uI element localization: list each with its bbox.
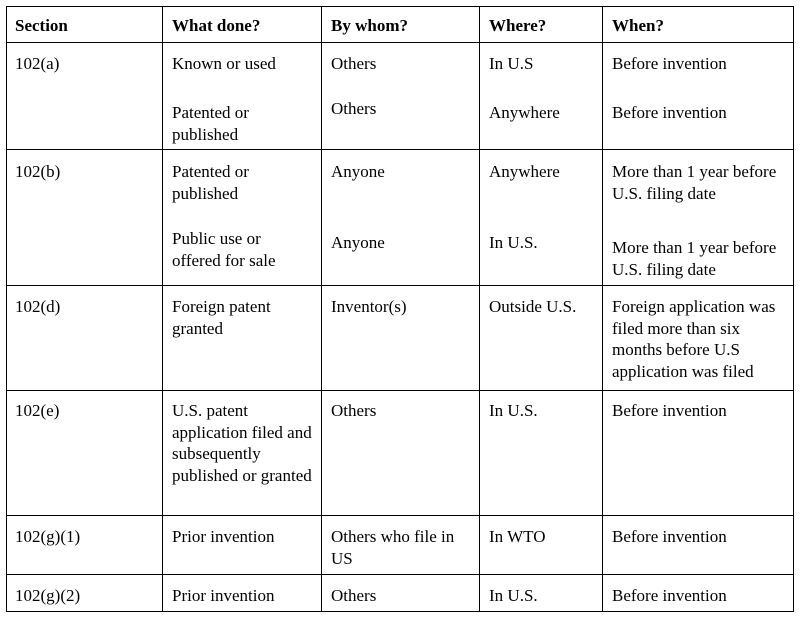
section-cell: 102(e) [15,401,60,420]
what-done-cell: Patented or published [172,162,249,203]
what-done-cell: Foreign patent granted [172,297,271,338]
by-whom-cell: Anyone [331,162,385,181]
row-divider [7,515,793,516]
what-done-cell: Prior invention [172,586,275,605]
row-divider [7,42,793,43]
by-whom-cell: Others [331,99,377,118]
row-divider [7,149,793,150]
when-cell: Before invention [612,586,727,605]
row-divider [7,390,793,391]
column-divider [162,7,163,611]
when-cell: Before invention [612,54,727,73]
when-cell: Foreign application was filed more than six months before U.S application was filed [612,297,776,381]
when-cell: Before invention [612,527,727,546]
what-done-cell: Known or used [172,54,276,73]
column-divider [321,7,322,611]
what-done-cell: Public use or offered for sale [172,229,276,270]
by-whom-cell: Others [331,401,377,420]
section-cell: 102(g)(2) [15,586,81,605]
when-cell: More than 1 year before U.S. filing date [612,238,777,279]
where-cell: Anywhere [489,103,560,122]
by-whom-cell: Inventor(s) [331,297,407,316]
section-cell: 102(g)(1) [15,527,81,546]
header-where: Where? [489,16,547,35]
where-cell: In U.S. [489,586,538,605]
by-whom-cell: Others [331,54,377,73]
header-what-done: What done? [172,16,261,35]
when-cell: Before invention [612,103,727,122]
row-divider [7,574,793,575]
section-cell: 102(b) [15,162,61,181]
header-by-whom: By whom? [331,16,408,35]
column-divider [602,7,603,611]
section-cell: 102(a) [15,54,60,73]
header-when: When? [612,16,664,35]
where-cell: Outside U.S. [489,297,577,316]
what-done-cell: U.S. patent application filed and subsequently published or granted [172,401,312,485]
row-divider [7,285,793,286]
header-section: Section [15,16,68,35]
by-whom-cell: Others who file in US [331,527,455,568]
what-done-cell: Prior invention [172,527,275,546]
patent-table [6,6,794,612]
when-cell: More than 1 year before U.S. filing date [612,162,777,203]
where-cell: In U.S. [489,233,538,252]
by-whom-cell: Others [331,586,377,605]
section-cell: 102(d) [15,297,61,316]
where-cell: Anywhere [489,162,560,181]
where-cell: In U.S. [489,401,538,420]
what-done-cell: Patented or published [172,103,249,144]
when-cell: Before invention [612,401,727,420]
where-cell: In U.S [489,54,534,73]
column-divider [479,7,480,611]
by-whom-cell: Anyone [331,233,385,252]
where-cell: In WTO [489,527,546,546]
